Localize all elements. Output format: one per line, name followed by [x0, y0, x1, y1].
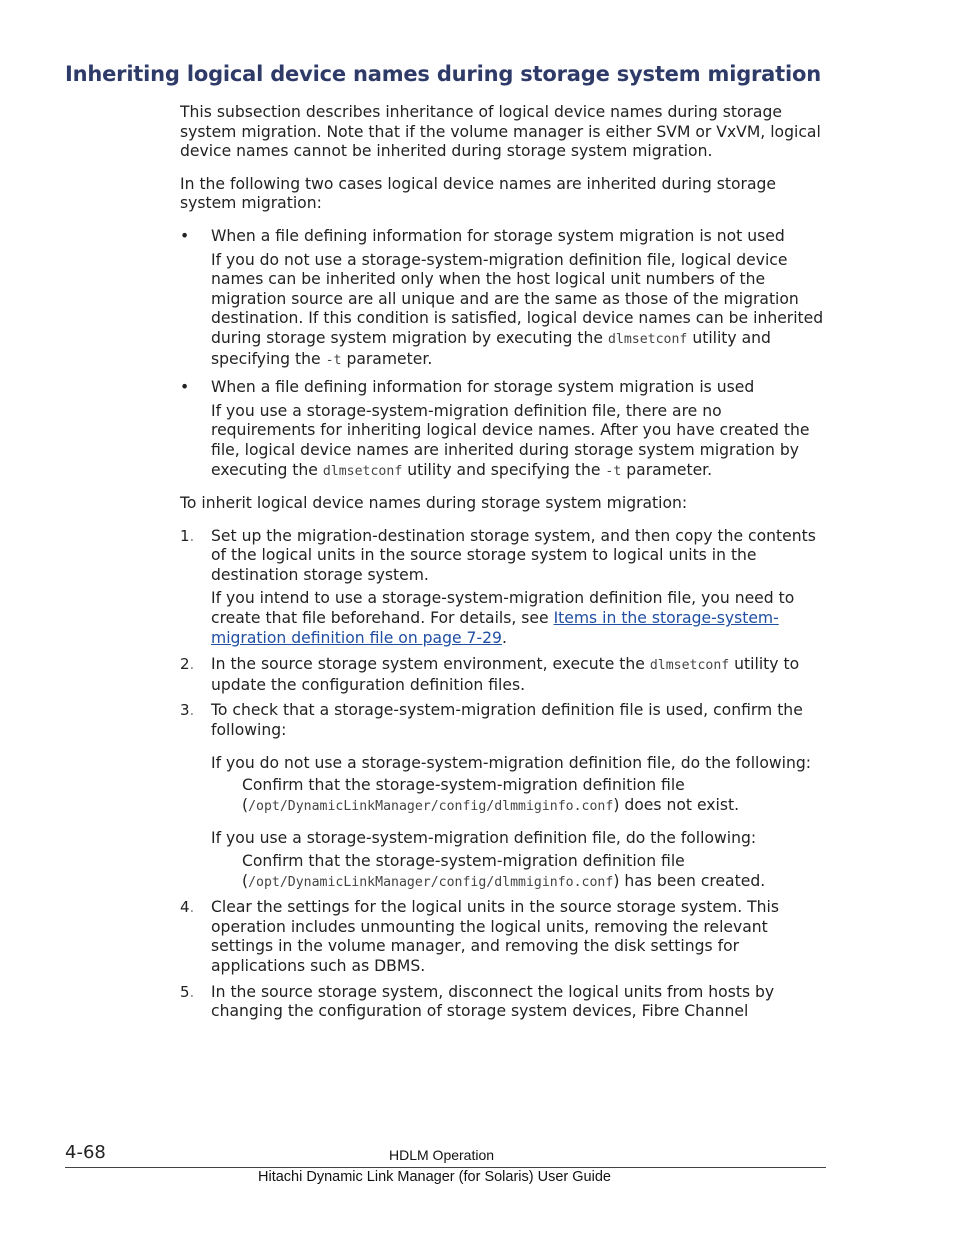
footer-guide-title: Hitachi Dynamic Link Manager (for Solaris) User Guide — [258, 1169, 611, 1185]
parameter-name: -t — [325, 352, 342, 368]
bullet-marker: • — [180, 378, 190, 397]
bullet-item — [180, 227, 830, 370]
step-text: Set up the migration-destination storage system, and then copy the contents of the logical units in the source storage system to logical units in the destination storage system. — [211, 526, 816, 584]
step-text: In the source storage system environment, execute the dlmsetconf utility to update the configuration definition files. — [211, 655, 800, 694]
section-body — [180, 103, 830, 1022]
step-number: 1. — [180, 526, 195, 545]
file-path: /opt/DynamicLinkManager/config/dlmmiginfo.conf — [248, 874, 614, 890]
steps-intro: To inherit logical device names during storage system migration: — [180, 494, 688, 513]
step-number: 2. — [180, 655, 195, 674]
bullet-description: If you use a storage-system-migration definition file, there are no requirements for inheriting logical device names. After you have created the file, logical device names are inherited during storage system migration by executing the dlmsetconf utility and specifying the -t parameter. — [211, 401, 810, 479]
bullet-description: If you do not use a storage-system-migration definition file, logical device names can be inherited only when the host logical unit numbers of the migration source are all unique and are the same as those of the migration destination. If this condition is satisfied, logical device names can be inherited during storage system migration by executing the dlmsetconf utility and specifying the -t parameter. — [211, 250, 824, 368]
cross-reference-link[interactable]: Items in the storage-system-migration definition file on page 7-29 — [211, 609, 779, 647]
step-item — [180, 655, 830, 695]
footer-divider — [65, 1167, 826, 1168]
step-item — [180, 983, 830, 1022]
intro-paragraph: This subsection describes inheritance of logical device names during storage system migration. Note that if the volume manager is either SVM or VxVM, logical device names cannot be inherited during storage system migration. — [180, 103, 821, 161]
case-instruction: Confirm that the storage-system-migration definition file (/opt/DynamicLinkManager/config/dlmmiginfo.conf) has been created. — [242, 852, 766, 890]
file-path: /opt/DynamicLinkManager/config/dlmmiginfo.conf — [248, 798, 614, 814]
command-name: dlmsetconf — [649, 658, 730, 674]
section-heading: Inheriting logical device names during storage system migration — [65, 62, 821, 86]
bullet-title: When a file defining information for storage system migration is used — [211, 378, 755, 397]
step-text: Clear the settings for the logical units in the source storage system. This operation includes unmounting the logical units, removing the relevant settings in the volume manager, and removing the disk settings for applications such as DBMS. — [211, 898, 779, 975]
step-note: If you intend to use a storage-system-migration definition file, you need to create that file beforehand. For details, see Items in the storage-system-migration definition file on page 7-29. — [211, 589, 795, 647]
bullet-title: When a file defining information for storage system migration is not used — [211, 226, 785, 245]
parameter-name: -t — [605, 463, 622, 479]
step-item — [180, 527, 830, 649]
bullet-item — [180, 378, 830, 481]
case-heading: If you do not use a storage-system-migration definition file, do the following: — [211, 753, 812, 772]
footer-section-name: HDLM Operation — [389, 1147, 495, 1163]
page-number: 4-68 — [65, 1142, 106, 1163]
command-name: dlmsetconf — [607, 331, 688, 347]
step-item — [180, 701, 830, 892]
intro-paragraph: In the following two cases logical device names are inherited during storage system migration: — [180, 174, 777, 213]
case-instruction: Confirm that the storage-system-migration definition file (/opt/DynamicLinkManager/config/dlmmiginfo.conf) does not exist. — [242, 776, 740, 814]
step-item — [180, 898, 830, 976]
step-text: To check that a storage-system-migration definition file is used, confirm the following: — [211, 701, 803, 740]
step-number: 3. — [180, 701, 195, 720]
step-number: 4. — [180, 898, 195, 917]
step-text: In the source storage system, disconnect the logical units from hosts by changing the configuration of storage system devices, Fibre Channel — [211, 982, 775, 1021]
bullet-marker: • — [180, 226, 190, 245]
command-name: dlmsetconf — [322, 463, 403, 479]
step-number: 5. — [180, 982, 195, 1001]
case-heading: If you use a storage-system-migration definition file, do the following: — [211, 829, 757, 848]
